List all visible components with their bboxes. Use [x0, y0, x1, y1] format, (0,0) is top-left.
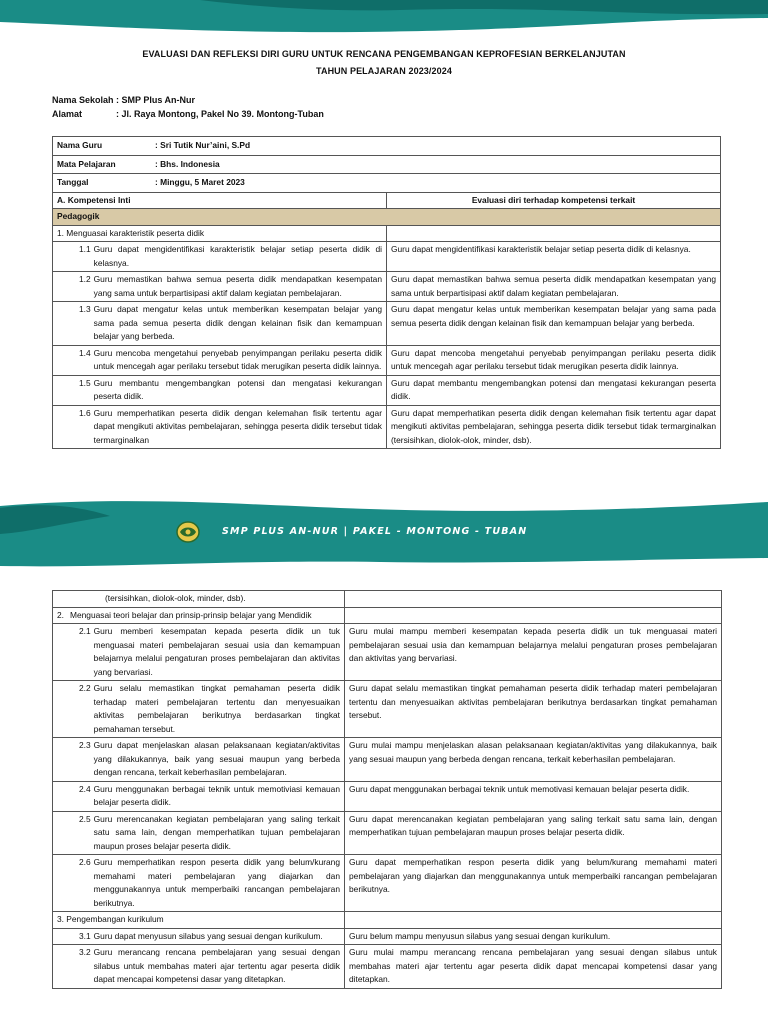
info-row-tanggal	[53, 174, 721, 193]
school-address-value: : Jl. Raya Montong, Pakel No 39. Montong-Tuban	[116, 109, 324, 119]
school-name-value: : SMP Plus An-Nur	[116, 95, 196, 105]
table-row	[53, 624, 722, 681]
competency-text: Guru dapat menyusun silabus yang sesuai dengan kurikulum.	[93, 930, 323, 941]
self-evaluation-text: Guru mulai mampu merancang rencana pembelajaran yang sesuai dengan silabus untuk membahas materi ajar tertentu agar peserta didik dapat mencapai kompetensi dasar yang ditetapkan.	[345, 945, 722, 989]
item-number: 1.1	[79, 244, 91, 254]
self-evaluation-text: Guru dapat mengidentifikasi karakteristik belajar setiap peserta didik di kelasnya.	[387, 242, 721, 272]
self-evaluation-text: Guru dapat mengatur kelas untuk memberikan kesempatan belajar yang sama pada semua peserta didik dengan kelainan fisik dan kemampuan belajar yang berbeda.	[387, 302, 721, 346]
evaluation-table-page2	[52, 590, 722, 989]
table-row	[53, 811, 722, 855]
tanggal-value: : Minggu, 5 Maret 2023	[155, 177, 245, 187]
item-number: 2.6	[79, 857, 91, 867]
table-row	[53, 738, 722, 782]
info-row-mapel	[53, 155, 721, 174]
item-number: 3.1	[79, 930, 91, 941]
item-number: 2.1	[79, 626, 91, 636]
header-kompetensi-inti: A. Kompetensi Inti	[53, 192, 387, 209]
section-1-items	[53, 242, 721, 449]
competency-text: Guru dapat mengidentifikasi karakteristik belajar setiap peserta didik di kelasnya.	[93, 244, 382, 268]
self-evaluation-text: Guru dapat membantu mengembangkan potensi dan mengatasi kekurangan peserta didik.	[387, 375, 721, 405]
pedagogik-row	[53, 209, 721, 226]
continuation-row	[53, 591, 722, 608]
guru-value: : Sri Tutik Nur’aini, S.Pd	[155, 140, 251, 150]
competency-text: Guru memastikan bahwa semua peserta didik mendapatkan kesempatan yang sama untuk berpartisipasi aktif dalam kegiatan pembelajaran.	[93, 274, 382, 298]
table-row	[53, 375, 721, 405]
section-2-number: 2.	[57, 609, 64, 620]
item-number: 2.4	[79, 783, 91, 794]
mapel-value: : Bhs. Indonesia	[155, 158, 220, 169]
table-row	[53, 855, 722, 912]
section-1-title: 1. Menguasai karakteristik peserta didik	[53, 225, 387, 242]
self-evaluation-text: Guru dapat selalu memastikan tingkat pemahaman peserta didik terhadap materi pembelajaran tertentu dan menyesuaikan aktivitas pembelajaran berikutnya berdasarkan tingkat pemahaman tersebut.	[345, 681, 722, 738]
table-row	[53, 242, 721, 272]
competency-text: Guru dapat mengatur kelas untuk memberikan kesempatan belajar yang sama pada semua peserta didik dengan kelainan fisik dan kemampuan belajar yang berbeda.	[93, 304, 382, 341]
item-number: 3.2	[79, 947, 91, 957]
item-number: 1.3	[79, 304, 91, 314]
section-row	[53, 225, 721, 242]
table-header-row	[53, 192, 721, 209]
school-address-row	[52, 109, 324, 119]
school-name-label: Nama Sekolah	[52, 95, 114, 105]
item-number: 1.6	[79, 407, 91, 418]
competency-text: Guru memperhatikan respon peserta didik yang belum/kurang memahami materi pembelajaran yang diajarkan dan menggunakannya untuk memperbaiki rancangan pembelajaran berikutnya.	[93, 857, 340, 908]
competency-text: Guru memperhatikan peserta didik dengan kelemahan fisik tertentu agar dapat mengikuti aktivitas pembelajaran, sehingga peserta didik tersebut tidak termarginalkan	[93, 407, 382, 445]
table-row	[53, 345, 721, 375]
section-2-title: Menguasai teori belajar dan prinsip-prinsip belajar yang Mendidik	[70, 609, 312, 620]
school-name-row	[52, 95, 195, 105]
top-header-band	[0, 0, 768, 36]
self-evaluation-text: Guru dapat mencoba mengetahui penyebab penyimpangan perilaku peserta didik untuk mencegah agar perilaku tersebut tidak merugikan peserta didik lainnya.	[387, 345, 721, 375]
item-number: 2.3	[79, 740, 91, 750]
self-evaluation-text: Guru dapat merencanakan kegiatan pembelajaran yang saling terkait satu sama lain, dengan memperhatikan tujuan pembelajaran maupun proses belajar peserta didik.	[345, 811, 722, 855]
banner-school-text: SMP PLUS AN-NUR | PAKEL - MONTONG - TUBAN	[222, 526, 528, 537]
self-evaluation-text: Guru dapat memastikan bahwa semua peserta didik mendapatkan kesempatan yang sama untuk berpartisipasi aktif dalam kegiatan pembelajaran.	[387, 272, 721, 302]
item-number: 2.5	[79, 813, 91, 824]
document-title: EVALUASI DAN REFLEKSI DIRI GURU UNTUK RENCANA PENGEMBANGAN KEPROFESIAN BERKELANJUTAN	[142, 49, 626, 59]
section-row	[53, 607, 722, 624]
info-row-guru	[53, 137, 721, 156]
table-row	[53, 405, 721, 449]
self-evaluation-text: Guru mulai mampu menjelaskan alasan pelaksanaan kegiatan/aktivitas yang dilakukannya, baik yang sesuai maupun yang berbeda dengan rencana, terkait keberhasilan pembelajaran.	[345, 738, 722, 782]
competency-text: Guru membantu mengembangkan potensi dan mengatasi kekurangan peserta didik.	[93, 377, 382, 401]
competency-text: Guru memberi kesempatan kepada peserta didik un tuk menguasai materi pembelajaran sesuai usia dan kemampuan belajarnya melalui pengaturan proses pembelajaran dan aktivitas yang bervariasi.	[93, 626, 340, 677]
table-row	[53, 781, 722, 811]
tanggal-label: Tanggal	[57, 177, 89, 187]
self-evaluation-text: Guru mulai mampu memberi kesempatan kepada peserta didik un tuk menguasai materi pembelajaran sesuai usia dan kemampuan belajarnya melalui pengaturan proses pembelajaran dan aktivitas yang bervariasi.	[345, 624, 722, 681]
section-row	[53, 912, 722, 929]
school-emblem-icon	[176, 521, 200, 543]
header-evaluasi-diri: Evaluasi diri terhadap kompetensi terkait	[387, 192, 721, 209]
table-row	[53, 681, 722, 738]
competency-text: Guru selalu memastikan tingkat pemahaman peserta didik terhadap materi pembelajaran tertentu dan menyesuaikan aktivitas pembelajaran berikutnya berdasarkan tingkat pemahaman tersebut.	[93, 683, 340, 734]
section-2-items	[53, 624, 722, 912]
mapel-label: Mata Pelajaran	[57, 158, 116, 169]
section-3-title: 3. Pengembangan kurikulum	[53, 912, 345, 929]
table-row	[53, 945, 722, 989]
continuation-text: (tersisihkan, diolok-olok, minder, dsb).	[105, 593, 246, 603]
school-address-label: Alamat	[52, 109, 83, 119]
section-3-items	[53, 928, 722, 988]
table-row	[53, 928, 722, 945]
competency-text: Guru merencanakan kegiatan pembelajaran yang saling terkait satu sama lain, dengan memperhatikan tujuan pembelajaran maupun proses belajar peserta didik.	[93, 813, 340, 851]
competency-text: Guru menggunakan berbagai teknik untuk memotiviasi kemauan belajar peserta didik.	[93, 783, 340, 807]
item-number: 1.5	[79, 377, 91, 388]
self-evaluation-text: Guru dapat menggunakan berbagai teknik untuk memotivasi kemauan belajar peserta didik.	[345, 781, 722, 811]
guru-label: Nama Guru	[57, 140, 103, 150]
self-evaluation-text: Guru belum mampu menyusun silabus yang sesuai dengan kurikulum.	[345, 928, 722, 945]
pedagogik-label: Pedagogik	[53, 209, 721, 226]
document-subtitle: TAHUN PELAJARAN 2023/2024	[316, 66, 452, 76]
item-number: 1.2	[79, 274, 91, 284]
self-evaluation-text: Guru dapat memperhatikan peserta didik dengan kelemahan fisik tertentu agar dapat mengikuti aktivitas pembelajaran, sehingga peserta didik tersebut tidak termarginalkan (tersisihkan, diolok-olok, minder, dsb).	[387, 405, 721, 449]
competency-text: Guru dapat menjelaskan alasan pelaksanaan kegiatan/aktivitas yang dilakukannya, baik yang sesuai maupun yang berbeda dengan rencana, terkait keberhasilan pembelajaran.	[93, 740, 340, 777]
table-row	[53, 302, 721, 346]
self-evaluation-text: Guru dapat memperhatikan respon peserta didik yang belum/kurang memahami materi pembelajaran yang diajarkan dan menggunakannya untuk memperbaiki rancangan pembelajaran berikutnya.	[345, 855, 722, 912]
evaluation-table-page1	[52, 136, 721, 449]
item-number: 2.2	[79, 683, 91, 693]
competency-text: Guru mencoba mengetahui penyebab penyimpangan perilaku peserta didik untuk mencegah agar perilaku tersebut tidak merugikan peserta didik lainnya.	[93, 347, 382, 371]
competency-text: Guru merancang rencana pembelajaran yang sesuai dengan silabus untuk membahas materi ajar tertentu agar peserta didik dapat mencapai kompetensi dasar yang ditetapkan.	[93, 947, 340, 984]
item-number: 1.4	[79, 347, 91, 358]
table-row	[53, 272, 721, 302]
